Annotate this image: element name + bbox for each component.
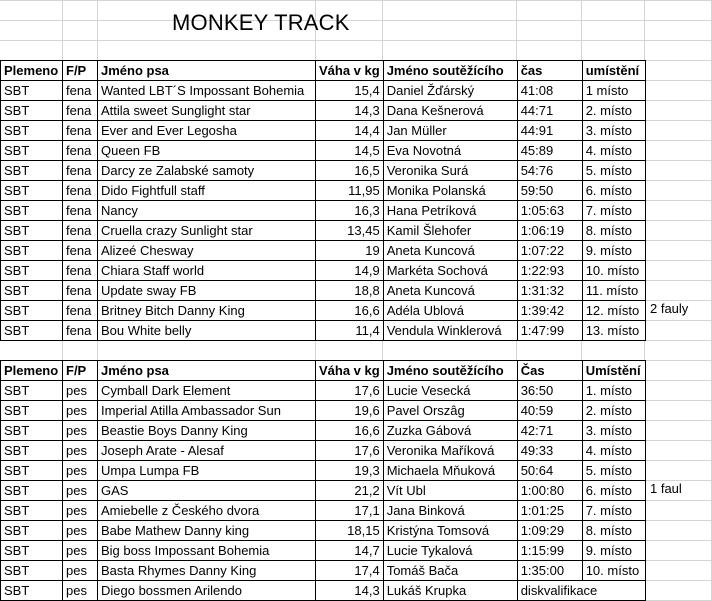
table-cell: Aneta Kuncová: [383, 241, 517, 261]
table-cell: Bou White belly: [98, 321, 316, 341]
table-cell: 44:91: [517, 121, 582, 141]
table-cell: 17,1: [316, 501, 384, 521]
table-cell: 14,7: [316, 541, 384, 561]
column-header: Jméno soutěžícího: [383, 361, 517, 381]
table-cell: 11. místo: [582, 281, 645, 301]
table-cell: Lucie Vesecká: [383, 381, 517, 401]
table-cell: 16,6: [316, 301, 384, 321]
table-cell: 12. místo: [582, 301, 645, 321]
table-cell: Dido Fightfull staff: [98, 181, 316, 201]
table-cell: 16,3: [316, 201, 384, 221]
table-cell: 2. místo: [582, 101, 645, 121]
table-cell: Attila sweet Sunglight star: [98, 101, 316, 121]
table-cell: 1:22:93: [517, 261, 582, 281]
table-cell: 17,6: [316, 381, 384, 401]
table-cell: 8. místo: [582, 221, 645, 241]
table-row: [1, 241, 646, 261]
table-cell: 59:50: [517, 181, 582, 201]
table-cell: 50:64: [517, 461, 582, 481]
table-cell: 1. místo: [582, 381, 645, 401]
table-cell: SBT: [1, 521, 63, 541]
table-cell: 4. místo: [582, 141, 645, 161]
table-cell: Kristýna Tomsová: [383, 521, 517, 541]
table-cell: 4. místo: [582, 441, 645, 461]
table-cell: Kamil Šlehofer: [383, 221, 517, 241]
table-cell: 45:89: [517, 141, 582, 161]
table-cell: fena: [63, 301, 98, 321]
table-cell: 11,4: [316, 321, 384, 341]
table-cell: 13. místo: [582, 321, 645, 341]
table-cell: 10. místo: [582, 561, 645, 581]
table-cell: fena: [63, 261, 98, 281]
table-cell: pes: [63, 381, 98, 401]
table-cell: Cruella crazy Sunlight star: [98, 221, 316, 241]
table-cell: 17,6: [316, 441, 384, 461]
table-cell: SBT: [1, 141, 63, 161]
table-cell: Jan Müller: [383, 121, 517, 141]
table-cell: Jana Binková: [383, 501, 517, 521]
sheet-title: MONKEY TRACK: [172, 10, 350, 35]
column-header: F/P: [63, 361, 98, 381]
table-cell: Amiebelle z Českého dvora: [98, 501, 316, 521]
table-cell: Monika Polanská: [383, 181, 517, 201]
table-cell: 41:08: [517, 81, 582, 101]
table-cell: SBT: [1, 241, 63, 261]
table-row: [1, 541, 646, 561]
table-cell: fena: [63, 141, 98, 161]
table-cell: 1:09:29: [517, 521, 582, 541]
table-header-row: [1, 61, 646, 81]
table-cell: 7. místo: [582, 201, 645, 221]
column-header: Váha v kg: [316, 61, 384, 81]
table-cell: SBT: [1, 441, 63, 461]
table-row: [1, 421, 646, 441]
female-penalty-note: 2 fauly: [650, 301, 689, 316]
table-cell: SBT: [1, 381, 63, 401]
table-row: [1, 181, 646, 201]
table-cell: diskvalifikace: [517, 581, 645, 601]
table-cell: fena: [63, 81, 98, 101]
table-row: [1, 161, 646, 181]
table-cell: 6. místo: [582, 481, 645, 501]
table-cell: 19,3: [316, 461, 384, 481]
table-cell: 1:15:99: [517, 541, 582, 561]
table-row: [1, 81, 646, 101]
table-cell: SBT: [1, 101, 63, 121]
table-cell: Queen FB: [98, 141, 316, 161]
table-cell: pes: [63, 441, 98, 461]
table-cell: 13,45: [316, 221, 384, 241]
male-penalty-note: 1 faul: [650, 481, 682, 496]
table-cell: 16,6: [316, 421, 384, 441]
table-row: [1, 401, 646, 421]
table-row: [1, 321, 646, 341]
table-cell: Lukáš Krupka: [383, 581, 517, 601]
table-cell: Britney Bitch Danny King: [98, 301, 316, 321]
table-row: [1, 381, 646, 401]
table-row: [1, 501, 646, 521]
table-cell: Hana Petríková: [383, 201, 517, 221]
table-cell: Big boss Impossant Bohemia: [98, 541, 316, 561]
table-cell: 36:50: [517, 381, 582, 401]
column-header: Jméno soutěžícího: [383, 61, 517, 81]
table-row: [1, 441, 646, 461]
male-results-table: [0, 360, 646, 601]
table-cell: SBT: [1, 461, 63, 481]
table-cell: Diego bossmen Arilendo: [98, 581, 316, 601]
table-row: [1, 121, 646, 141]
table-cell: 2. místo: [582, 401, 645, 421]
table-cell: pes: [63, 521, 98, 541]
table-cell: 1:05:63: [517, 201, 582, 221]
table-cell: fena: [63, 121, 98, 141]
table-cell: 1:06:19: [517, 221, 582, 241]
column-header: Čas: [517, 361, 582, 381]
table-cell: Ever and Ever Legosha: [98, 121, 316, 141]
table-cell: Aneta Kuncová: [383, 281, 517, 301]
table-cell: 8. místo: [582, 521, 645, 541]
column-header: Váha v kg: [316, 361, 384, 381]
gridline-horizontal: [0, 20, 712, 21]
table-cell: Basta Rhymes Danny King: [98, 561, 316, 581]
table-cell: SBT: [1, 561, 63, 581]
gridline-horizontal: [0, 40, 712, 41]
column-header: Jméno psa: [98, 61, 316, 81]
table-cell: Beastie Boys Danny King: [98, 421, 316, 441]
table-cell: SBT: [1, 281, 63, 301]
table-cell: Update sway FB: [98, 281, 316, 301]
table-cell: 9. místo: [582, 241, 645, 261]
table-cell: SBT: [1, 181, 63, 201]
table-cell: SBT: [1, 261, 63, 281]
table-cell: SBT: [1, 161, 63, 181]
table-cell: Eva Novotná: [383, 141, 517, 161]
table-row: [1, 481, 646, 501]
table-row: [1, 261, 646, 281]
table-cell: Umpa Lumpa FB: [98, 461, 316, 481]
table-cell: 16,5: [316, 161, 384, 181]
table-cell: pes: [63, 561, 98, 581]
table-cell: 10. místo: [582, 261, 645, 281]
table-row: [1, 281, 646, 301]
table-cell: fena: [63, 201, 98, 221]
table-cell: 44:71: [517, 101, 582, 121]
column-header: Umístění: [582, 361, 645, 381]
table-cell: GAS: [98, 481, 316, 501]
table-cell: Zuzka Gábová: [383, 421, 517, 441]
table-cell: 1:31:32: [517, 281, 582, 301]
table-cell: Michaela Mňuková: [383, 461, 517, 481]
table-cell: Daniel Žďárský: [383, 81, 517, 101]
table-row: [1, 221, 646, 241]
table-cell: Nancy: [98, 201, 316, 221]
table-cell: 14,9: [316, 261, 384, 281]
table-row: [1, 461, 646, 481]
table-cell: pes: [63, 461, 98, 481]
table-cell: Veronika Maříková: [383, 441, 517, 461]
table-cell: SBT: [1, 81, 63, 101]
table-cell: 1:35:00: [517, 561, 582, 581]
table-cell: Dana Kešnerová: [383, 101, 517, 121]
table-cell: Joseph Arate - Alesaf: [98, 441, 316, 461]
table-cell: 6. místo: [582, 181, 645, 201]
table-cell: Imperial Atilla Ambassador Sun: [98, 401, 316, 421]
table-cell: 1:39:42: [517, 301, 582, 321]
table-cell: Tomáš Bača: [383, 561, 517, 581]
table-cell: Vít Ubl: [383, 481, 517, 501]
table-cell: Darcy ze Zalabské samoty: [98, 161, 316, 181]
table-cell: 14,4: [316, 121, 384, 141]
table-cell: Vendula Winklerová: [383, 321, 517, 341]
table-cell: fena: [63, 321, 98, 341]
column-header: Plemeno: [1, 61, 63, 81]
table-cell: fena: [63, 101, 98, 121]
table-cell: fena: [63, 241, 98, 261]
table-cell: pes: [63, 581, 98, 601]
table-cell: SBT: [1, 121, 63, 141]
table-cell: SBT: [1, 481, 63, 501]
table-cell: 18,15: [316, 521, 384, 541]
table-cell: pes: [63, 401, 98, 421]
table-cell: 54:76: [517, 161, 582, 181]
table-cell: Adéla Ublová: [383, 301, 517, 321]
table-cell: 15,4: [316, 81, 384, 101]
table-cell: SBT: [1, 401, 63, 421]
table-cell: 49:33: [517, 441, 582, 461]
table-row: [1, 301, 646, 321]
table-cell: Cymball Dark Element: [98, 381, 316, 401]
table-cell: 14,3: [316, 101, 384, 121]
table-cell: 5. místo: [582, 161, 645, 181]
table-cell: fena: [63, 181, 98, 201]
gridline-horizontal: [0, 0, 712, 1]
table-cell: 1:01:25: [517, 501, 582, 521]
table-row: [1, 101, 646, 121]
table-cell: Alizeé Chesway: [98, 241, 316, 261]
table-row: [1, 141, 646, 161]
column-header: čas: [517, 61, 582, 81]
table-row: [1, 581, 646, 601]
table-cell: Pavel Orszâg: [383, 401, 517, 421]
table-cell: pes: [63, 541, 98, 561]
female-results-table: [0, 60, 646, 341]
table-cell: 9. místo: [582, 541, 645, 561]
table-cell: SBT: [1, 301, 63, 321]
table-cell: fena: [63, 281, 98, 301]
table-cell: 19: [316, 241, 384, 261]
table-cell: 17,4: [316, 561, 384, 581]
table-cell: SBT: [1, 321, 63, 341]
table-cell: pes: [63, 501, 98, 521]
table-cell: SBT: [1, 221, 63, 241]
table-cell: 11,95: [316, 181, 384, 201]
table-cell: 1:47:99: [517, 321, 582, 341]
table-cell: Babe Mathew Danny king: [98, 521, 316, 541]
table-header-row: [1, 361, 646, 381]
table-cell: 1:07:22: [517, 241, 582, 261]
table-cell: 18,8: [316, 281, 384, 301]
table-cell: 42:71: [517, 421, 582, 441]
table-cell: 14,5: [316, 141, 384, 161]
column-header: Plemeno: [1, 361, 63, 381]
table-cell: 1:00:80: [517, 481, 582, 501]
table-cell: pes: [63, 421, 98, 441]
table-cell: Markéta Sochová: [383, 261, 517, 281]
table-cell: SBT: [1, 541, 63, 561]
table-cell: 7. místo: [582, 501, 645, 521]
table-cell: fena: [63, 221, 98, 241]
table-cell: 19,6: [316, 401, 384, 421]
table-cell: Chiara Staff world: [98, 261, 316, 281]
column-header: Jméno psa: [98, 361, 316, 381]
table-cell: 3. místo: [582, 121, 645, 141]
column-header: F/P: [63, 61, 98, 81]
table-row: [1, 561, 646, 581]
table-cell: Wanted LBT´S Impossant Bohemia: [98, 81, 316, 101]
table-cell: fena: [63, 161, 98, 181]
table-cell: Lucie Tykalová: [383, 541, 517, 561]
table-cell: SBT: [1, 501, 63, 521]
table-cell: 1 místo: [582, 81, 645, 101]
table-cell: 21,2: [316, 481, 384, 501]
table-cell: Veronika Surá: [383, 161, 517, 181]
table-cell: 3. místo: [582, 421, 645, 441]
column-header: umístění: [582, 61, 645, 81]
table-cell: SBT: [1, 201, 63, 221]
table-cell: SBT: [1, 421, 63, 441]
table-cell: SBT: [1, 581, 63, 601]
table-cell: pes: [63, 481, 98, 501]
table-cell: 14,3: [316, 581, 384, 601]
table-cell: 5. místo: [582, 461, 645, 481]
table-cell: 40:59: [517, 401, 582, 421]
table-row: [1, 201, 646, 221]
table-row: [1, 521, 646, 541]
